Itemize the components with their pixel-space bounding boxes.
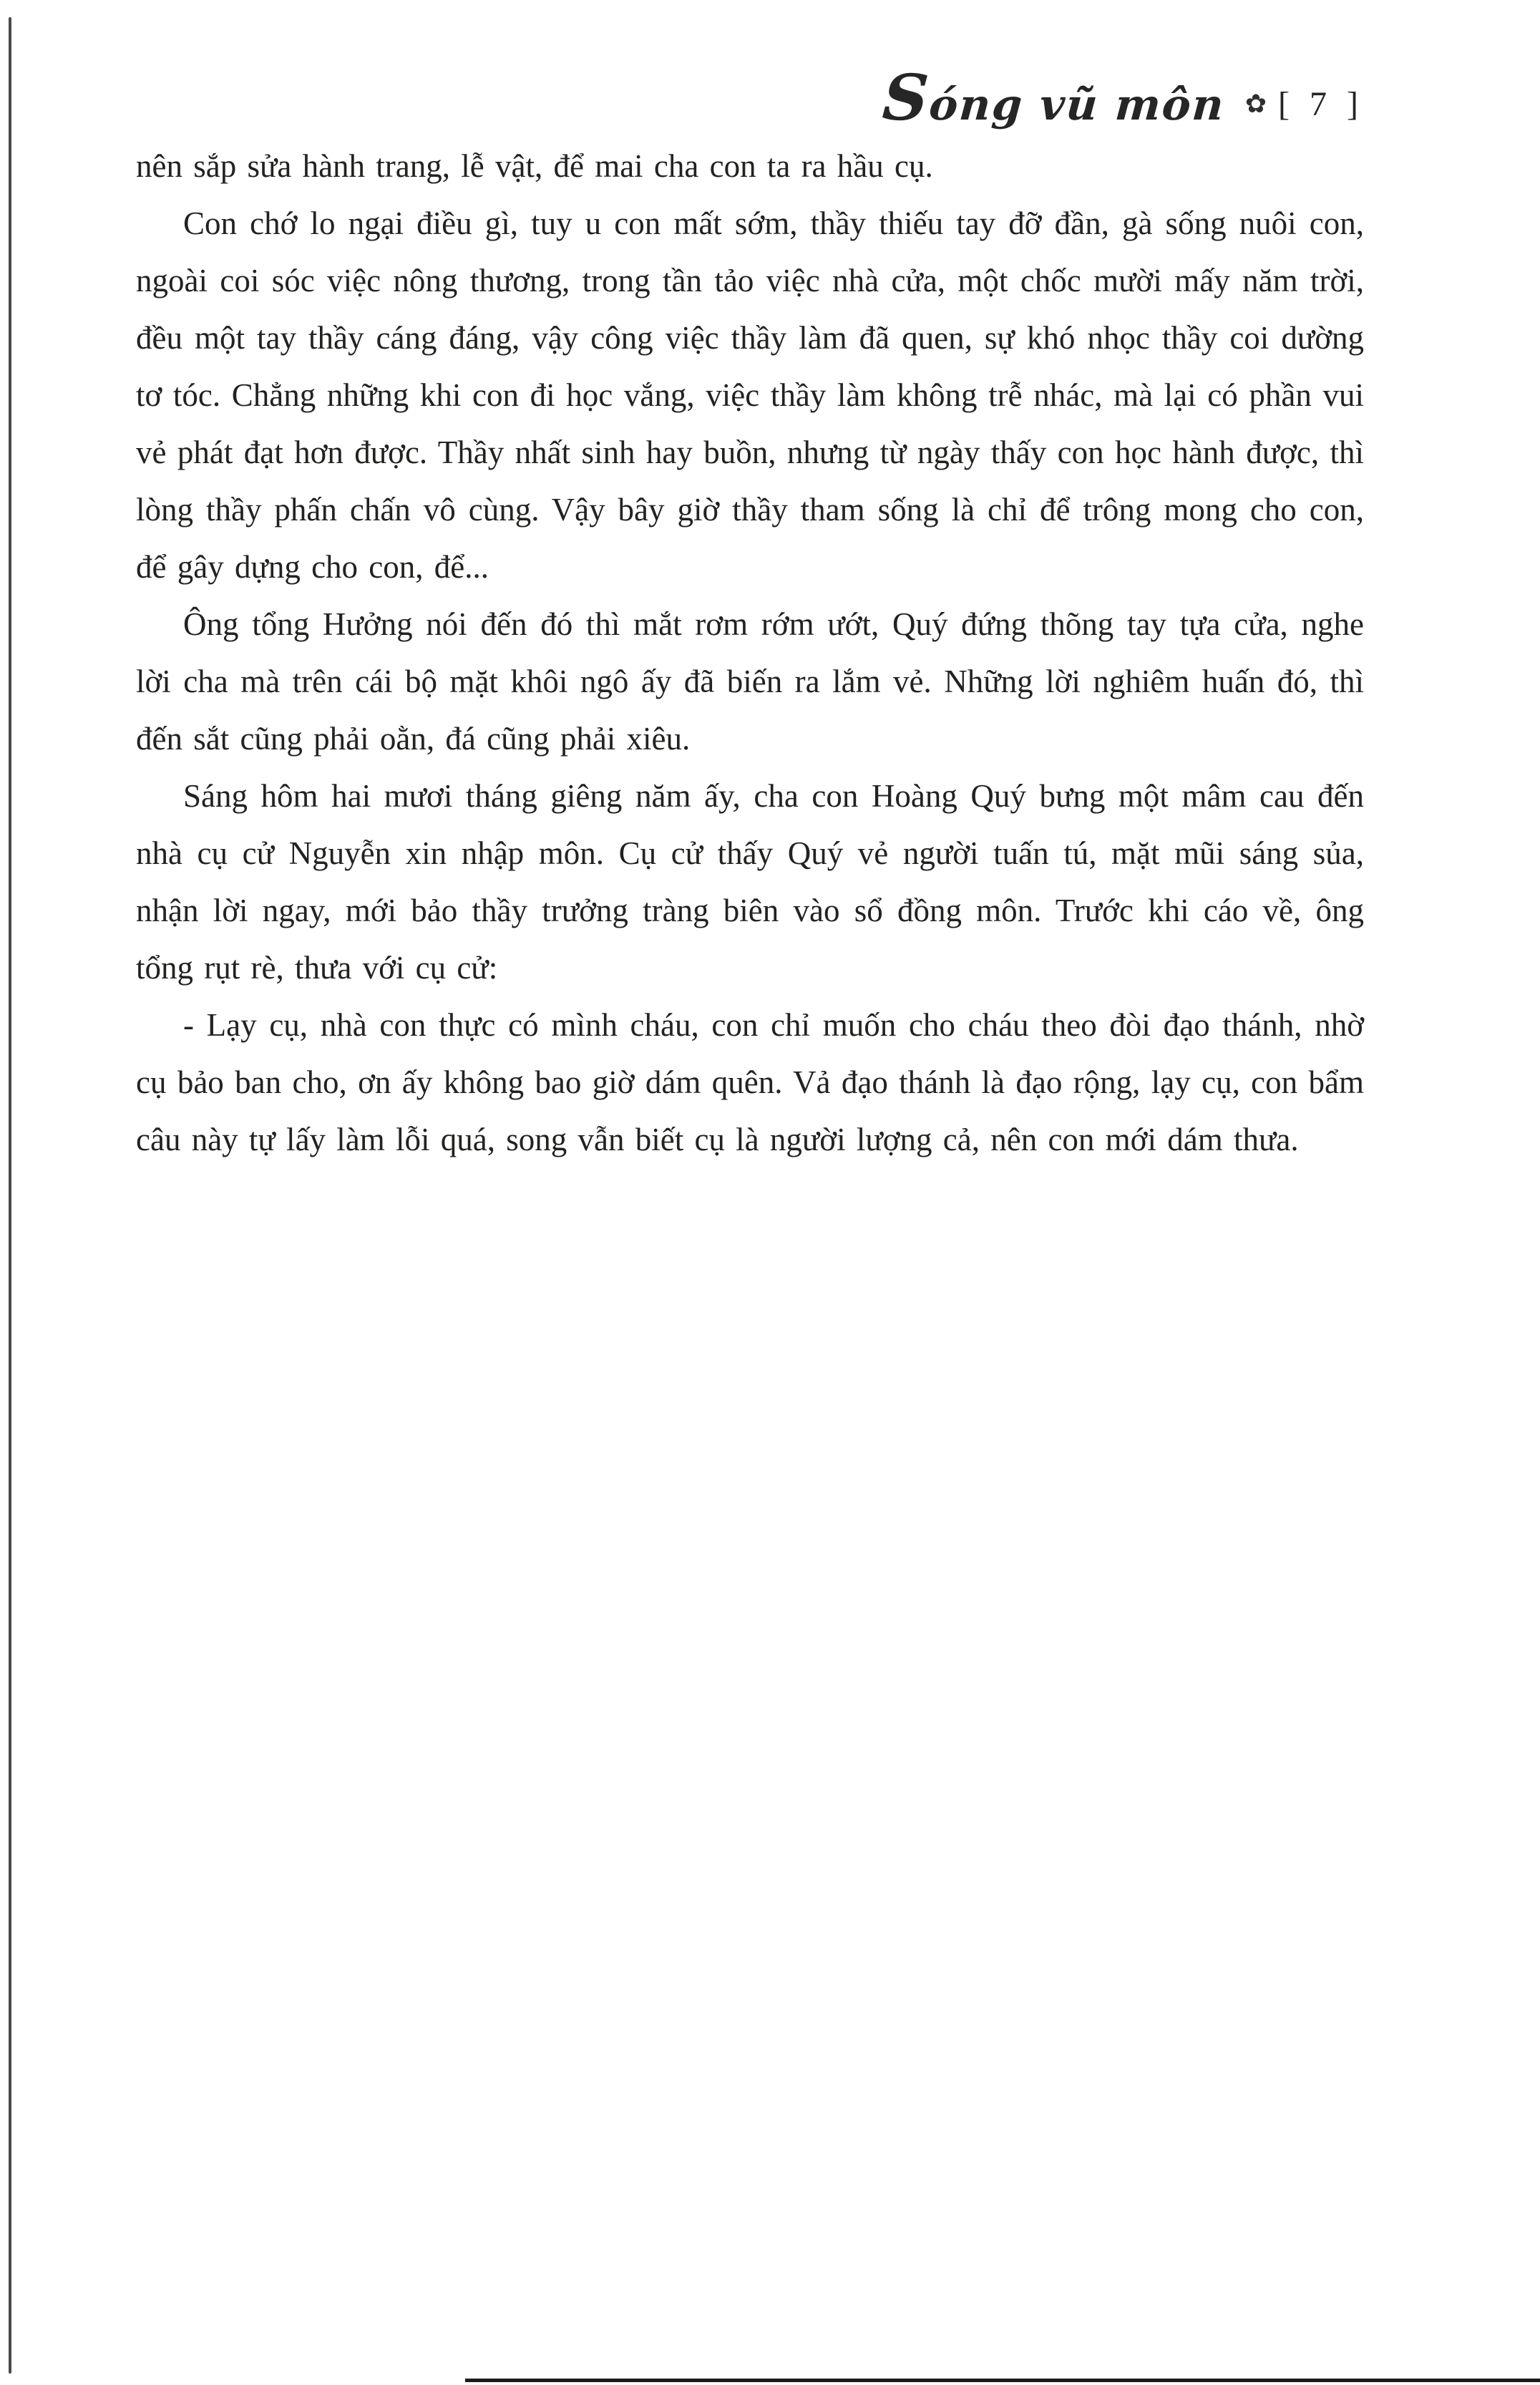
body-text (136, 137, 1364, 1168)
book-title: Sóng vũ môn (880, 60, 1227, 135)
scan-edge-bottom (465, 2379, 1540, 2382)
paragraph: - Lạy cụ, nhà con thực có mình cháu, con chỉ muốn cho cháu theo đòi đạo thánh, nhờ cụ bảo ban cho, ơn ấy không bao giờ dám quên. Vả đạo thánh là đạo rộng, lạy cụ, con bẩm câu này tự lấy làm lỗi quá, song vẫn biết cụ là người lượng cả, nên con mới dám thưa. (136, 1007, 1364, 1157)
paragraph: Ông tổng Hưởng nói đến đó thì mắt rơm rớm ướt, Quý đứng thõng tay tựa cửa, nghe lời cha mà trên cái bộ mặt khôi ngô ấy đã biến ra lắm vẻ. Những lời nghiêm huấn đó, thì đến sắt cũng phải oằn, đá cũng phải xiêu. (136, 606, 1364, 757)
flower-ornament-icon: ✿ (1244, 89, 1267, 118)
scan-edge-left (9, 17, 11, 2374)
paragraph: nên sắp sửa hành trang, lễ vật, để mai cha con ta ra hầu cụ. (136, 148, 933, 184)
paragraph: Con chớ lo ngại điều gì, tuy u con mất sớm, thầy thiếu tay đỡ đần, gà sống nuôi con, ngoài coi sóc việc nông thương, trong tần tảo việc nhà cửa, một chốc mười mấy năm trời, đều một tay thầy cáng đáng, vậy công việc thầy làm đã quen, sự khó nhọc thầy coi dường tơ tóc. Chẳng những khi con đi học vắng, việc thầy làm không trễ nhác, mà lại có phần vui vẻ phát đạt hơn được. Thầy nhất sinh hay buồn, nhưng từ ngày thấy con học hành được, thì lòng thầy phấn chấn vô cùng. Vậy bây giờ thầy tham sống là chỉ để trông mong cho con, để gây dựng cho con, để... (136, 205, 1364, 585)
page-number: [ 7 ] (1278, 85, 1364, 123)
paragraph: Sáng hôm hai mươi tháng giêng năm ấy, cha con Hoàng Quý bưng một mâm cau đến nhà cụ cử Nguyễn xin nhập môn. Cụ cử thấy Quý vẻ người tuấn tú, mặt mũi sáng sủa, nhận lời ngay, mới bảo thầy trưởng tràng biên vào sổ đồng môn. Trước khi cáo về, ông tổng rụt rè, thưa với cụ cử: (136, 778, 1364, 986)
page-header (136, 60, 1364, 135)
